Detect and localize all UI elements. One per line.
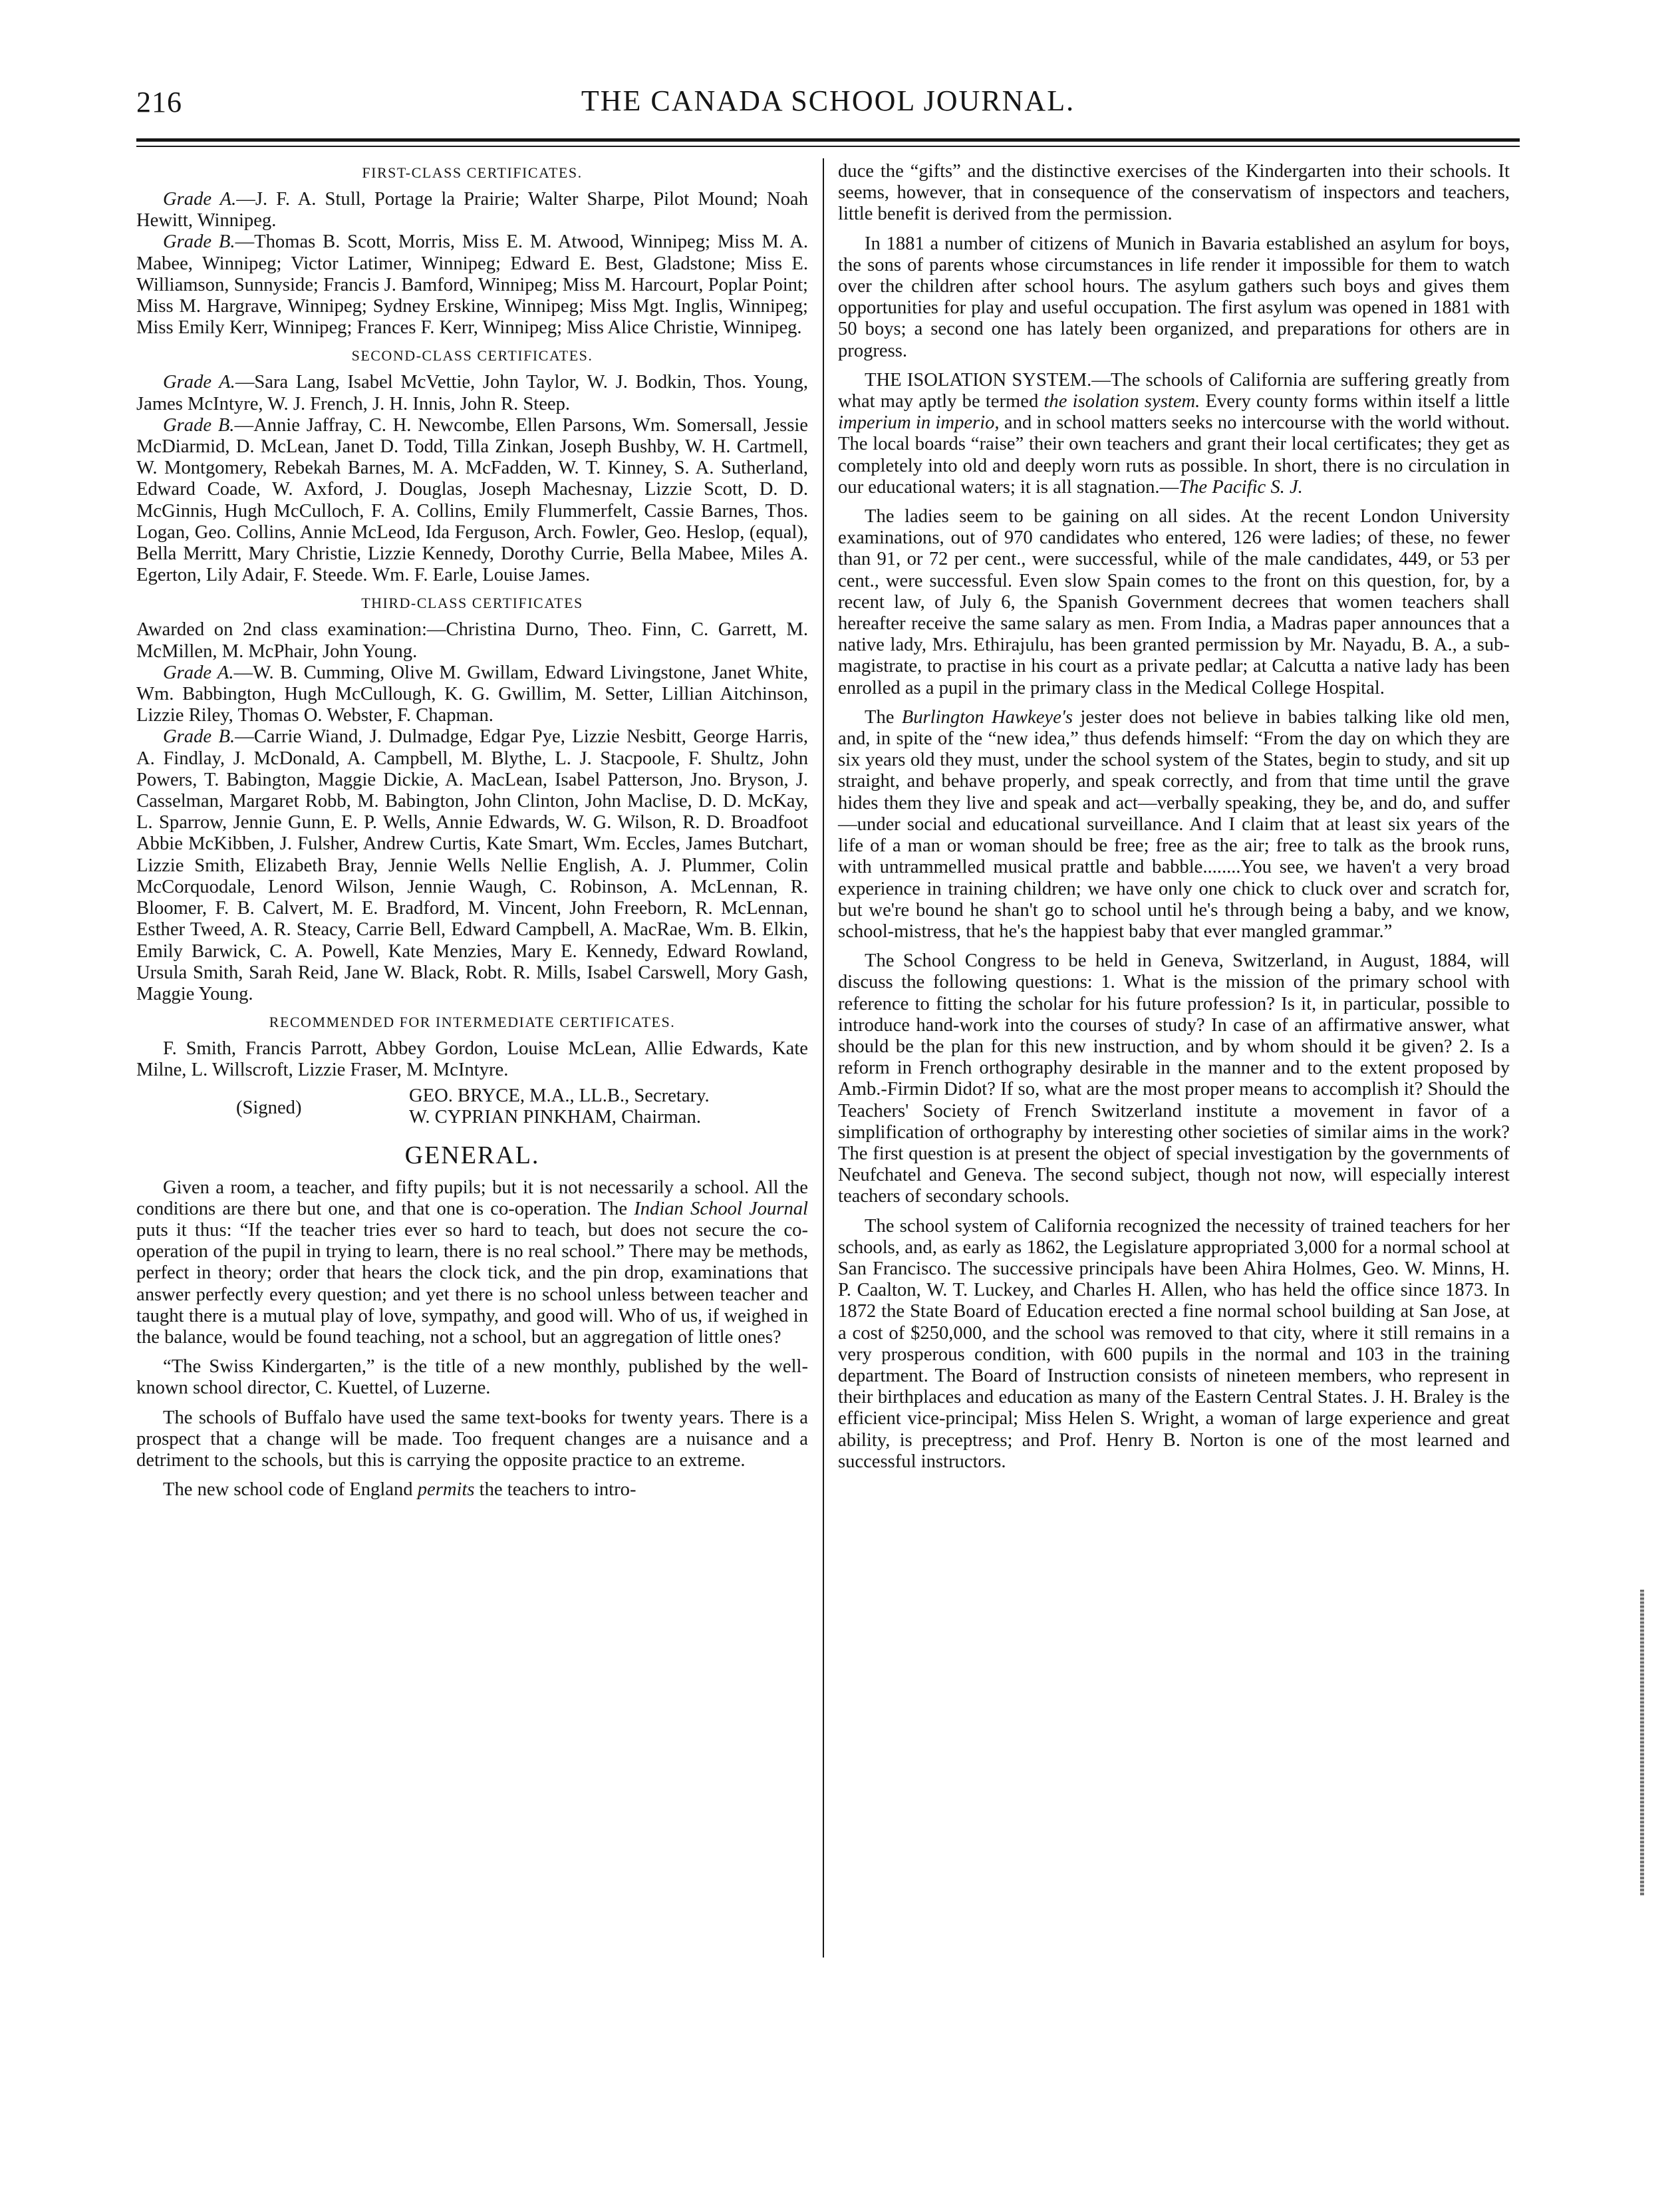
right-paragraph-3 [838,370,1510,498]
grade-names: —Annie Jaffray, C. H. Newcombe, Ellen Parsons, Wm. Somersall, Jessie McDiarmid, D. McLean, Janet D. Todd, Tilla Zinkan, Joseph Bushby, W. H. Cartmell, W. Montgomery, Rebekah Barnes, M. A. McFadden, W. T. Kinney, S. A. Sutherland, Edward Coade, W. Axford, J. Douglas, Joseph Machesnay, Lizzie Scott, D. D. McGinnis, Hugh McCulloch, F. A. Collins, Emily Flummerfelt, Cassie Barnes, Thos. Logan, Geo. Collins, Annie McLeod, Ida Ferguson, Arch. Fowler, Geo. Heslop, (equal), Bella Merritt, Mary Christie, Lizzie Kennedy, Dorothy Currie, Bella Mabee, Miles A. Egerton, Lily Adair, F. Steede. Wm. F. Earle, Louise James. [136,414,809,586]
second-class-grade-a [136,372,808,414]
grade-names: —Thomas B. Scott, Morris, Miss E. M. Atwood, Winnipeg; Miss M. A. Mabee, Winnipeg; Victor Latimer, Winnipeg; Edward E. Best, Gladstone; Miss E. Williamson, Sunnyside; Francis J. Bamford, Winnipeg; Miss M. Harcourt, Poplar Point; Miss M. Hargrave, Winnipeg; Sydney Erskine, Winnipeg; Miss Mgt. Inglis, Winnipeg; Miss Emily Kerr, Winnipeg; Frances F. Kerr, Winnipeg; Miss Alice Christie, Winnipeg. [136,231,809,339]
emphasis: imperium in imperio, [838,412,1000,434]
general-paragraph-2: “The Swiss Kindergarten,” is the title of a new monthly, published by the well-known school director, C. Kuettel, of Luzerne. [136,1356,808,1399]
column-divider [823,158,824,1958]
text-run: Every county forms within itself a little [1200,391,1510,412]
right-paragraph-1: duce the “gifts” and the distinctive exercises of the Kindergarten into their schools. It seems, however, that in consequence of the conservatism of inspectors and teachers, little benefit is derived from the permission. [838,161,1510,225]
left-column [136,161,808,1501]
header-rule-thin [136,146,1520,147]
third-class-heading: THIRD-CLASS CERTIFICATES [361,595,583,612]
scan-edge-mark [1640,1590,1644,1896]
signed-label: (Signed) [236,1097,302,1118]
text-run: jester does not believe in babies talking like old men, and, in spite of the “new idea,” thus defends himself: “From the day on which they are six years old they must, under the school system of the States, begin to study, and sit up straight, and behave properly, and speak correctly, and from that time until the grave hides them they live and speak and act—verbally speaking, they be, and do, and suffer—under social and educational surveillance. And I claim that at least six years of the life of a man or woman should be free; free as the air; free to talk as the brook runs, with untrammelled musical prattle and babble........You see, we haven't a very broad experience in training children; we have only one chick to cluck over and scratch for, but we're bound he shan't go to school until he's through being a baby, and we know, school-mistress, that he's the happiest baby that ever mangled grammar.” [838,706,1510,942]
right-paragraph-2: In 1881 a number of citizens of Munich in Bavaria established an asylum for boys, the sons of parents whose circumstances in life render it impossible for them to watch over the children after school hours. The asylum gathers such boys and gives them opportunities for play and useful occupation. The first asylum was opened in 1881 with 50 boys; a second one has lately been organized, and preparations for others are in progress. [838,233,1510,361]
grade-label: Grade A. [163,189,237,210]
source-citation: The Pacific S. J. [1179,476,1303,498]
header-rule-thick [136,138,1520,142]
second-class-heading: SECOND-CLASS CERTIFICATES. [351,347,593,364]
signature-block [136,1086,808,1132]
grade-label: Grade B. [163,414,235,436]
emphasis: permits [417,1479,475,1501]
grade-names: —W. B. Cumming, Olive M. Gwillam, Edward Livingstone, Janet White, Wm. Babbington, Hugh McCullough, K. G. Gwillim, M. Setter, Lillian Aitchinson, Lizzie Riley, Thomas O. Webster, F. Chapman. [136,662,809,726]
emphasis: the isolation system. [1044,391,1200,412]
general-heading: GENERAL. [404,1141,540,1169]
grade-label: Grade B. [163,231,235,253]
intermediate-heading: RECOMMENDED FOR INTERMEDIATE CERTIFICATES. [269,1014,676,1031]
page-header [136,81,1520,134]
first-class-grade-b [136,231,808,339]
signatory-secretary: GEO. BRYCE, M.A., LL.B., Secretary. [409,1085,710,1106]
third-class-awarded: Awarded on 2nd class examination:—Christina Durno, Theo. Finn, C. Garrett, M. McMillen, M. McPhair, John Young. [136,619,808,662]
right-paragraph-6: The School Congress to be held in Geneva, Switzerland, in August, 1884, will discuss the following questions: 1. What is the mission of the primary school with reference to fitting the scholar for his future profession? Is it, in particular, possible to introduce hand-work into the courses of study? In case of an affirmative answer, what should be the plan for this new instruction, and by whom should it be given? 2. Is a reform in French orthography desirable in the manner and to the extent proposed by Amb.-Firmin Didot? If so, what are the most proper means to accomplish it? Should the Teachers' Society of French Switzerland institute a movement in favor of a simplification of orthography by interesting other societies of similar aims in the work? The first question is at present the object of special investigation by the governments of Neufchatel and Geneva. The second subject, though not now, will especially interest teachers of secondary schools. [838,950,1510,1207]
grade-names: —Carrie Wiand, J. Dulmadge, Edgar Pye, Lizzie Nesbitt, George Harris, A. Findlay, J. McDonald, A. Campbell, M. Blythe, L. J. Stacpoole, F. Shultz, John Powers, T. Babington, Maggie Dickie, A. MacLean, Isabel Patterson, Jno. Bryson, J. Casselman, Margaret Robb, M. Babington, John Clinton, John Maclise, D. D. McKay, L. Sparrow, Jennie Gunn, E. P. Wells, Annie Edwards, W. G. Wilson, R. D. Broadfoot Abbie McKibben, J. Fulsher, Andrew Curtis, Kate Smart, Wm. Eccles, James Butchart, Lizzie Smith, Elizabeth Bray, Jennie Wells Nellie English, A. J. Plummer, Colin McCorquodale, Lenord Wilson, Jennie Waugh, C. Robinson, A. McLennan, R. Bloomer, F. B. Calvert, M. E. Bradford, M. Vincent, John Freeborn, R. McLennan, Esther Tweed, A. R. Steacy, Carrie Bell, Edward Campbell, A. MacRae, Wm. B. Elkin, Emily Barwick, C. A. Powell, Kate Menzies, Mary E. Kennedy, Edward Rowland, Ursula Smith, Sarah Reid, Jane W. Black, Robt. R. Mills, Isabel Carswell, Mory Gash, Maggie Young. [136,726,808,1004]
text-run: —The schools of California are suffering greatly from what may aptly be termed [838,369,1510,412]
grade-label: Grade B. [163,726,235,748]
grade-label: Grade A. [163,662,234,683]
right-paragraph-5 [838,707,1510,943]
third-class-grade-a [136,662,808,727]
signatories [409,1086,710,1128]
grade-names: —Sara Lang, Isabel McVettie, John Taylor, W. J. Bodkin, Thos. Young, James McIntyre, W. J. French, J. H. Innis, John R. Steep. [136,372,809,414]
signatory-chairman: W. CYPRIAN PINKHAM, Chairman. [409,1106,701,1127]
general-paragraph-1 [136,1177,808,1349]
text-run: Given a room, a teacher, and fifty pupils; but it is not necessarily a school. All the conditions are there but one, and that one is co-operation. The [136,1177,808,1219]
text-run: the teachers to intro- [474,1479,636,1501]
grade-names: —J. F. A. Stull, Portage la Prairie; Walter Sharpe, Pilot Mound; Noah Hewitt, Winnipeg. [136,189,808,231]
first-class-heading: FIRST-CLASS CERTIFICATES. [362,164,583,181]
page-number: 216 [136,86,182,118]
section-lead: THE ISOLATION SYSTEM. [865,369,1092,390]
grade-label: Grade A. [163,372,235,393]
general-paragraph-3: The schools of Buffalo have used the same text-books for twenty years. There is a prospect that a change will be made. Too frequent changes are a nuisance and a detriment to the schools, but this is carrying the opposite practice to an extreme. [136,1407,808,1471]
second-class-grade-b [136,415,808,587]
right-paragraph-4: The ladies seem to be gaining on all sides. At the recent London University examinations, out of 970 candidates who entered, 126 were ladies; of these, no fewer than 91, or 72 per cent., were successful, while of the male candidates, 449, or 53 per cent., were successful. Even slow Spain comes to the front on this question, for, by a recent law, of July 6, the Spanish Government decrees that women teachers shall hereafter receive the same salary as men. From India, a Madras paper announces that a native lady, Mrs. Ethirajulu, has been granted permission by Mr. Nayadu, B. A., a sub-magistrate, to practise in his court as a private pedlar; at Calcutta a native lady has been enrolled as a pupil in the primary class in the Medical College Hospital. [838,506,1510,698]
first-class-grade-a [136,189,808,231]
intermediate-names: F. Smith, Francis Parrott, Abbey Gordon, Louise McLean, Allie Edwards, Kate Milne, L. Willscroft, Lizzie Fraser, M. McIntyre. [136,1038,808,1081]
general-paragraph-4 [136,1479,808,1501]
text-run: The [865,706,902,728]
text-run: and in school matters seeks no intercourse with the world without. The local boards “raise” their own teachers and grant their local certificates; they get as completely into old and deeply worn ruts as possible. In short, there is no circulation in our educational waters; it is all stagnation.— [838,412,1510,498]
text-run: The new school code of England [163,1479,418,1501]
text-run: puts it thus: “If the teacher tries ever so hard to teach, but does not secure the co-operation of the pupil in trying to learn, there is no real school.” There may be methods, perfect in theory; order that hears the clock tick, and the pin drop, examinations that answer perfectly every question; and yet there is no school unless between teacher and taught there is a mutual play of love, sympathy, and good will. Who of us, if weighed in the balance, would be found teaching, not a school, but an aggregation of little ones? [136,1219,808,1348]
journal-title: THE CANADA SCHOOL JOURNAL. [581,84,1075,117]
publication-title: Indian School Journal [634,1198,808,1219]
right-paragraph-7: The school system of California recognized the necessity of trained teachers for her schools, and, as early as 1862, the Legislature appropriated 3,000 for a normal school at San Francisco. The successive principals have been Ahira Holmes, Geo. W. Minns, H. P. Caalton, W. T. Luckey, and Charles H. Allen, who has held the office since 1873. In 1872 the State Board of Education erected a fine normal school building at San Jose, at a cost of $250,000, and the school was removed to that city, where it still remains in a very prosperous condition, with 600 pupils in the normal and 103 in the training department. The Board of Instruction consists of nineteen members, who represent in their birthplaces and education as many of the Eastern Central States. J. H. Braley is the efficient vice-principal; Miss Helen S. Wright, a woman of large experience and great ability, is preceptress; and Prof. Henry B. Norton is one of the most learned and successful instructors. [838,1215,1510,1472]
third-class-grade-b [136,726,808,1005]
right-column [838,161,1510,1473]
publication-title: Burlington Hawkeye's [901,706,1073,728]
